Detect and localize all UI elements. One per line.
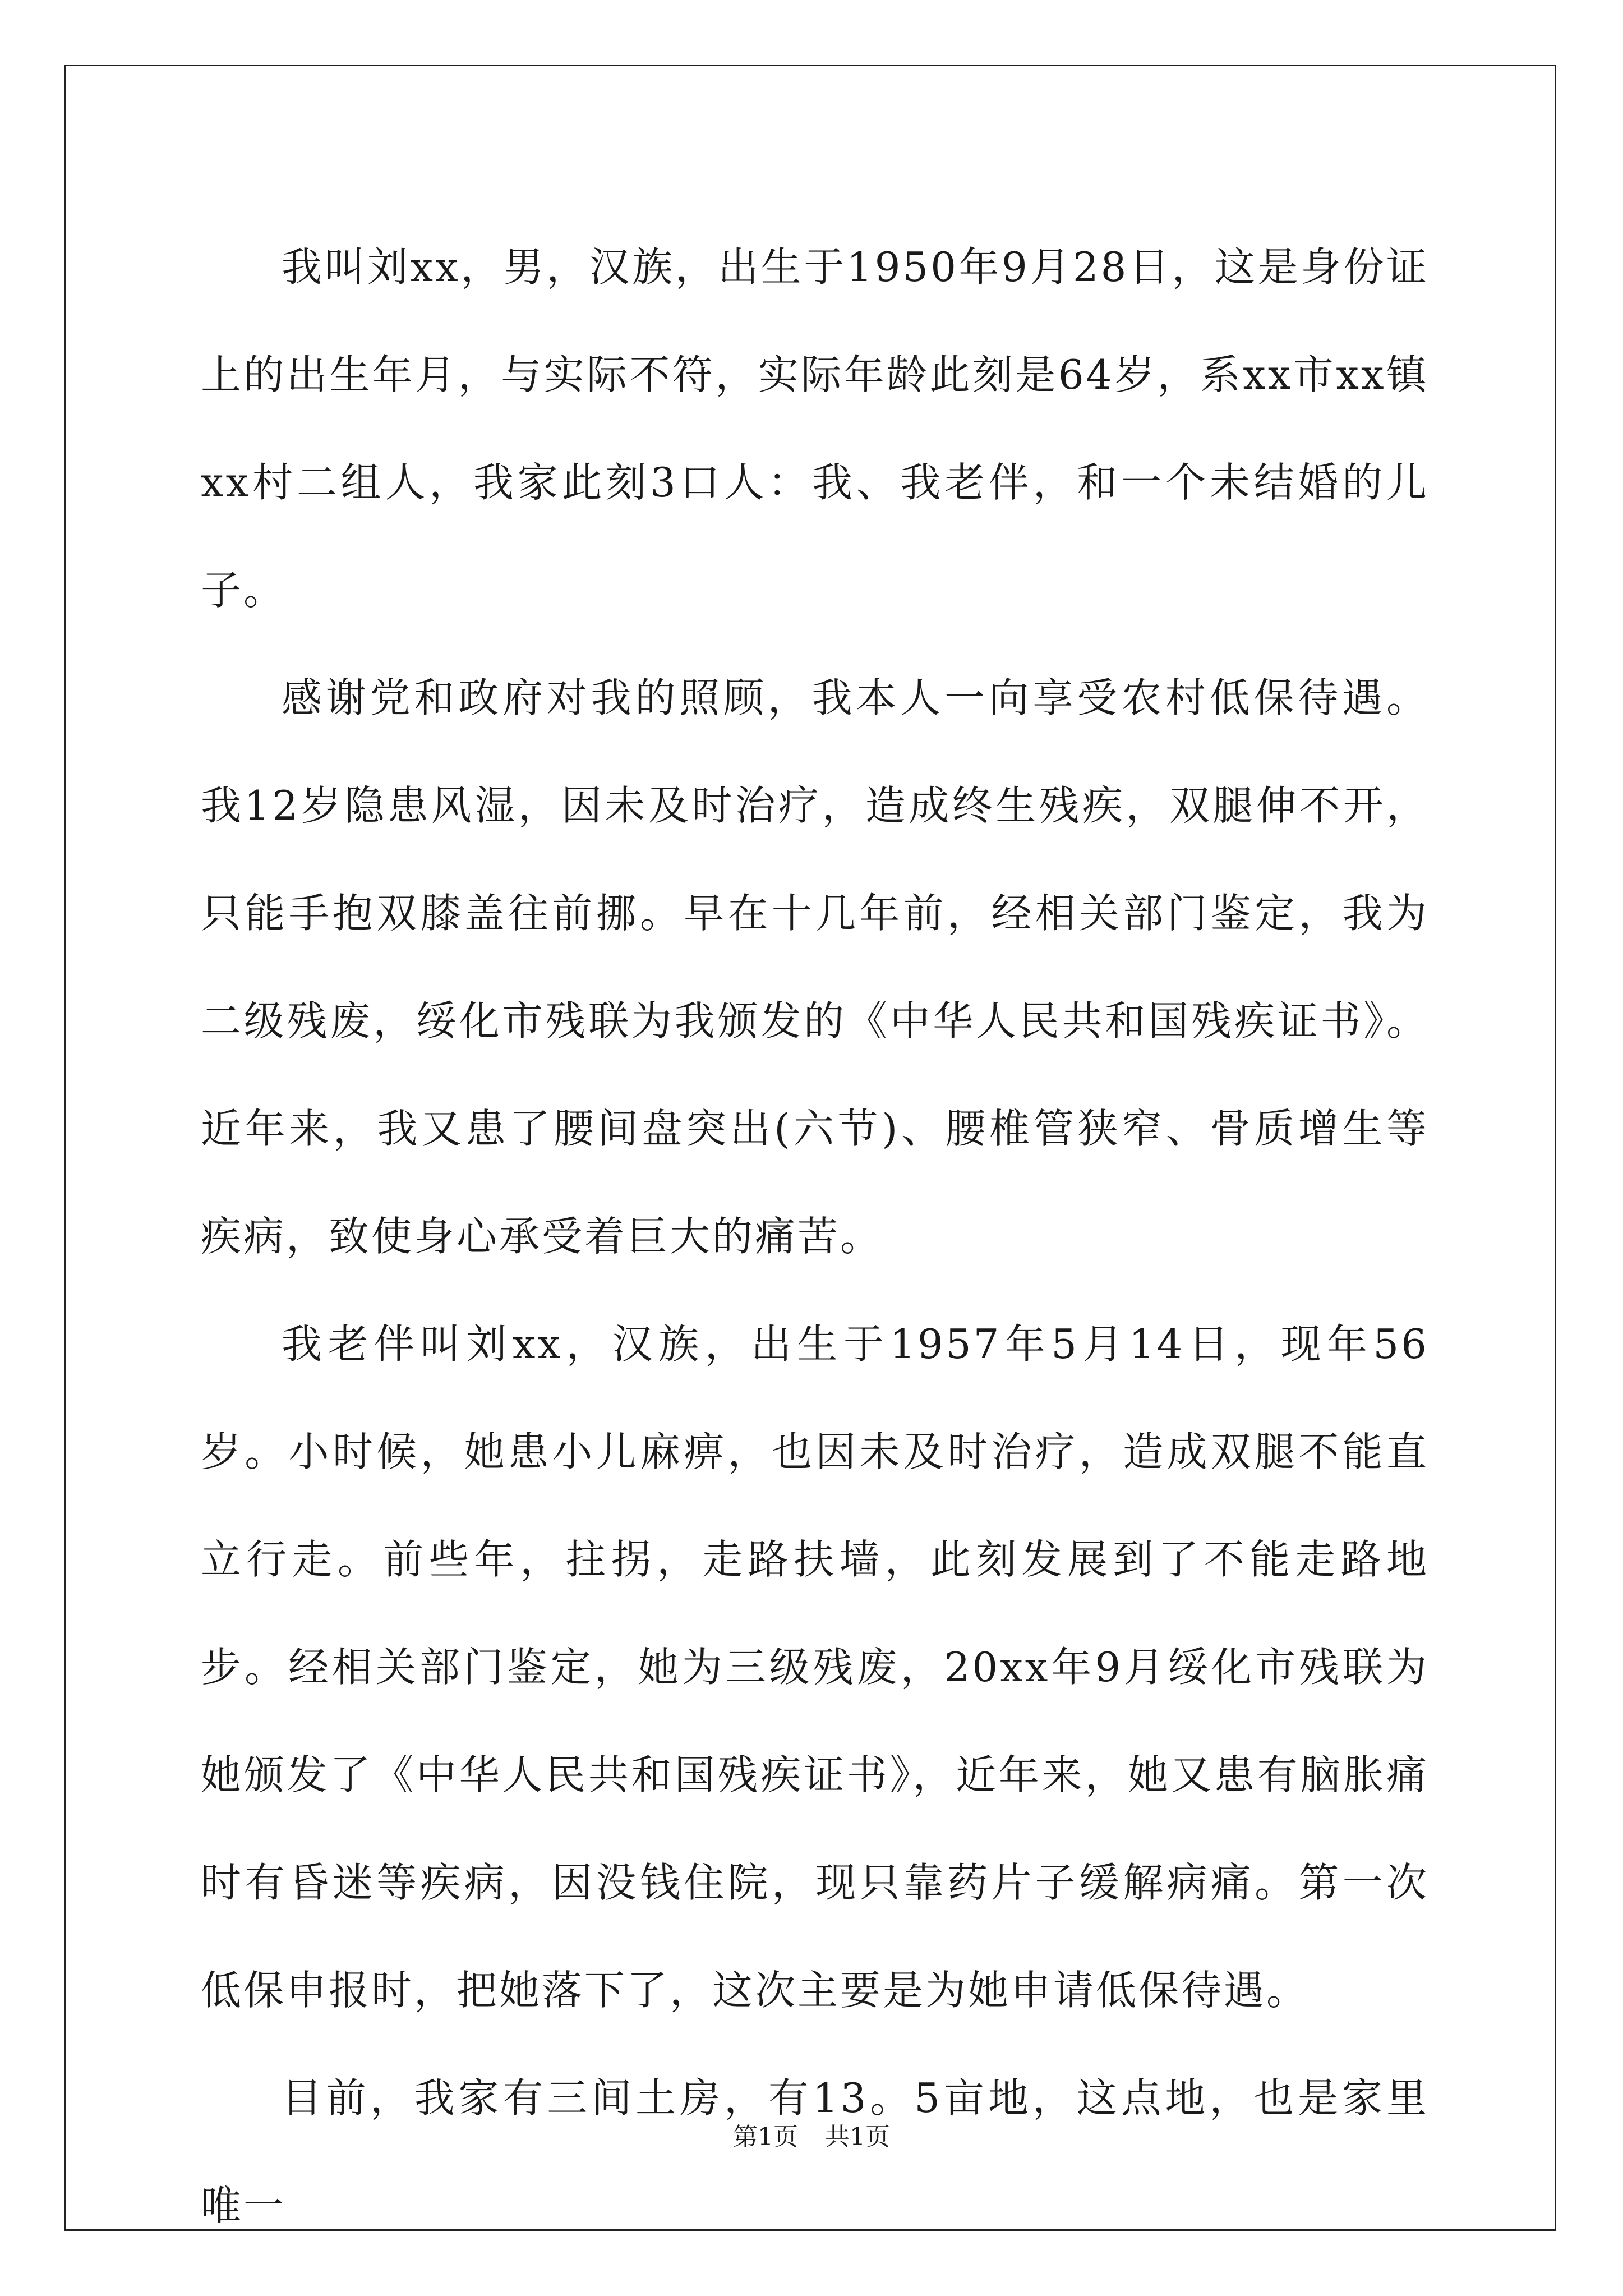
page-number-total: 共1页 — [825, 2123, 890, 2151]
paragraph-3: 我老伴叫刘xx，汉族，出生于1957年5月14日，现年56岁。小时候，她患小儿麻痹，也因未及时治疗，造成双腿不能直立行走。前些年，拄拐，走路扶墙，此刻发展到了不能走路地步。经相关部门鉴定，她为三级残废，20xx年9月绥化市残联为她颁发了《中华人民共和国残疾证书》，近年来，她又患有脑胀痛时有昏迷等疾病，因没钱住院，现只靠药片子缓解病痛。第一次低保申报时，把她落下了，这次主要是为她申请低保待遇。 — [201, 1320, 1429, 2014]
page-footer — [0, 2120, 1623, 2154]
paragraph-4: 目前，我家有三间土房，有13。5亩地，这点地，也是家里唯一 — [201, 2074, 1429, 2229]
document-body — [201, 213, 1429, 2260]
paragraph-2: 感谢党和政府对我的照顾，我本人一向享受农村低保待遇。我12岁隐患风湿，因未及时治疗，造成终生残疾，双腿伸不开，只能手抱双膝盖往前挪。早在十几年前，经相关部门鉴定，我为二级残废，绥化市残联为我颁发的《中华人民共和国残疾证书》。近年来，我又患了腰间盘突出(六节)、腰椎管狭窄、骨质增生等疾病，致使身心承受着巨大的痛苦。 — [201, 674, 1429, 1260]
page-number-current: 第1页 — [733, 2123, 798, 2151]
paragraph-1: 我叫刘xx，男，汉族，出生于1950年9月28日，这是身份证上的出生年月，与实际不符，实际年龄此刻是64岁，系xx市xx镇xx村二组人，我家此刻3口人：我、我老伴，和一个未结婚的儿子。 — [201, 243, 1429, 614]
